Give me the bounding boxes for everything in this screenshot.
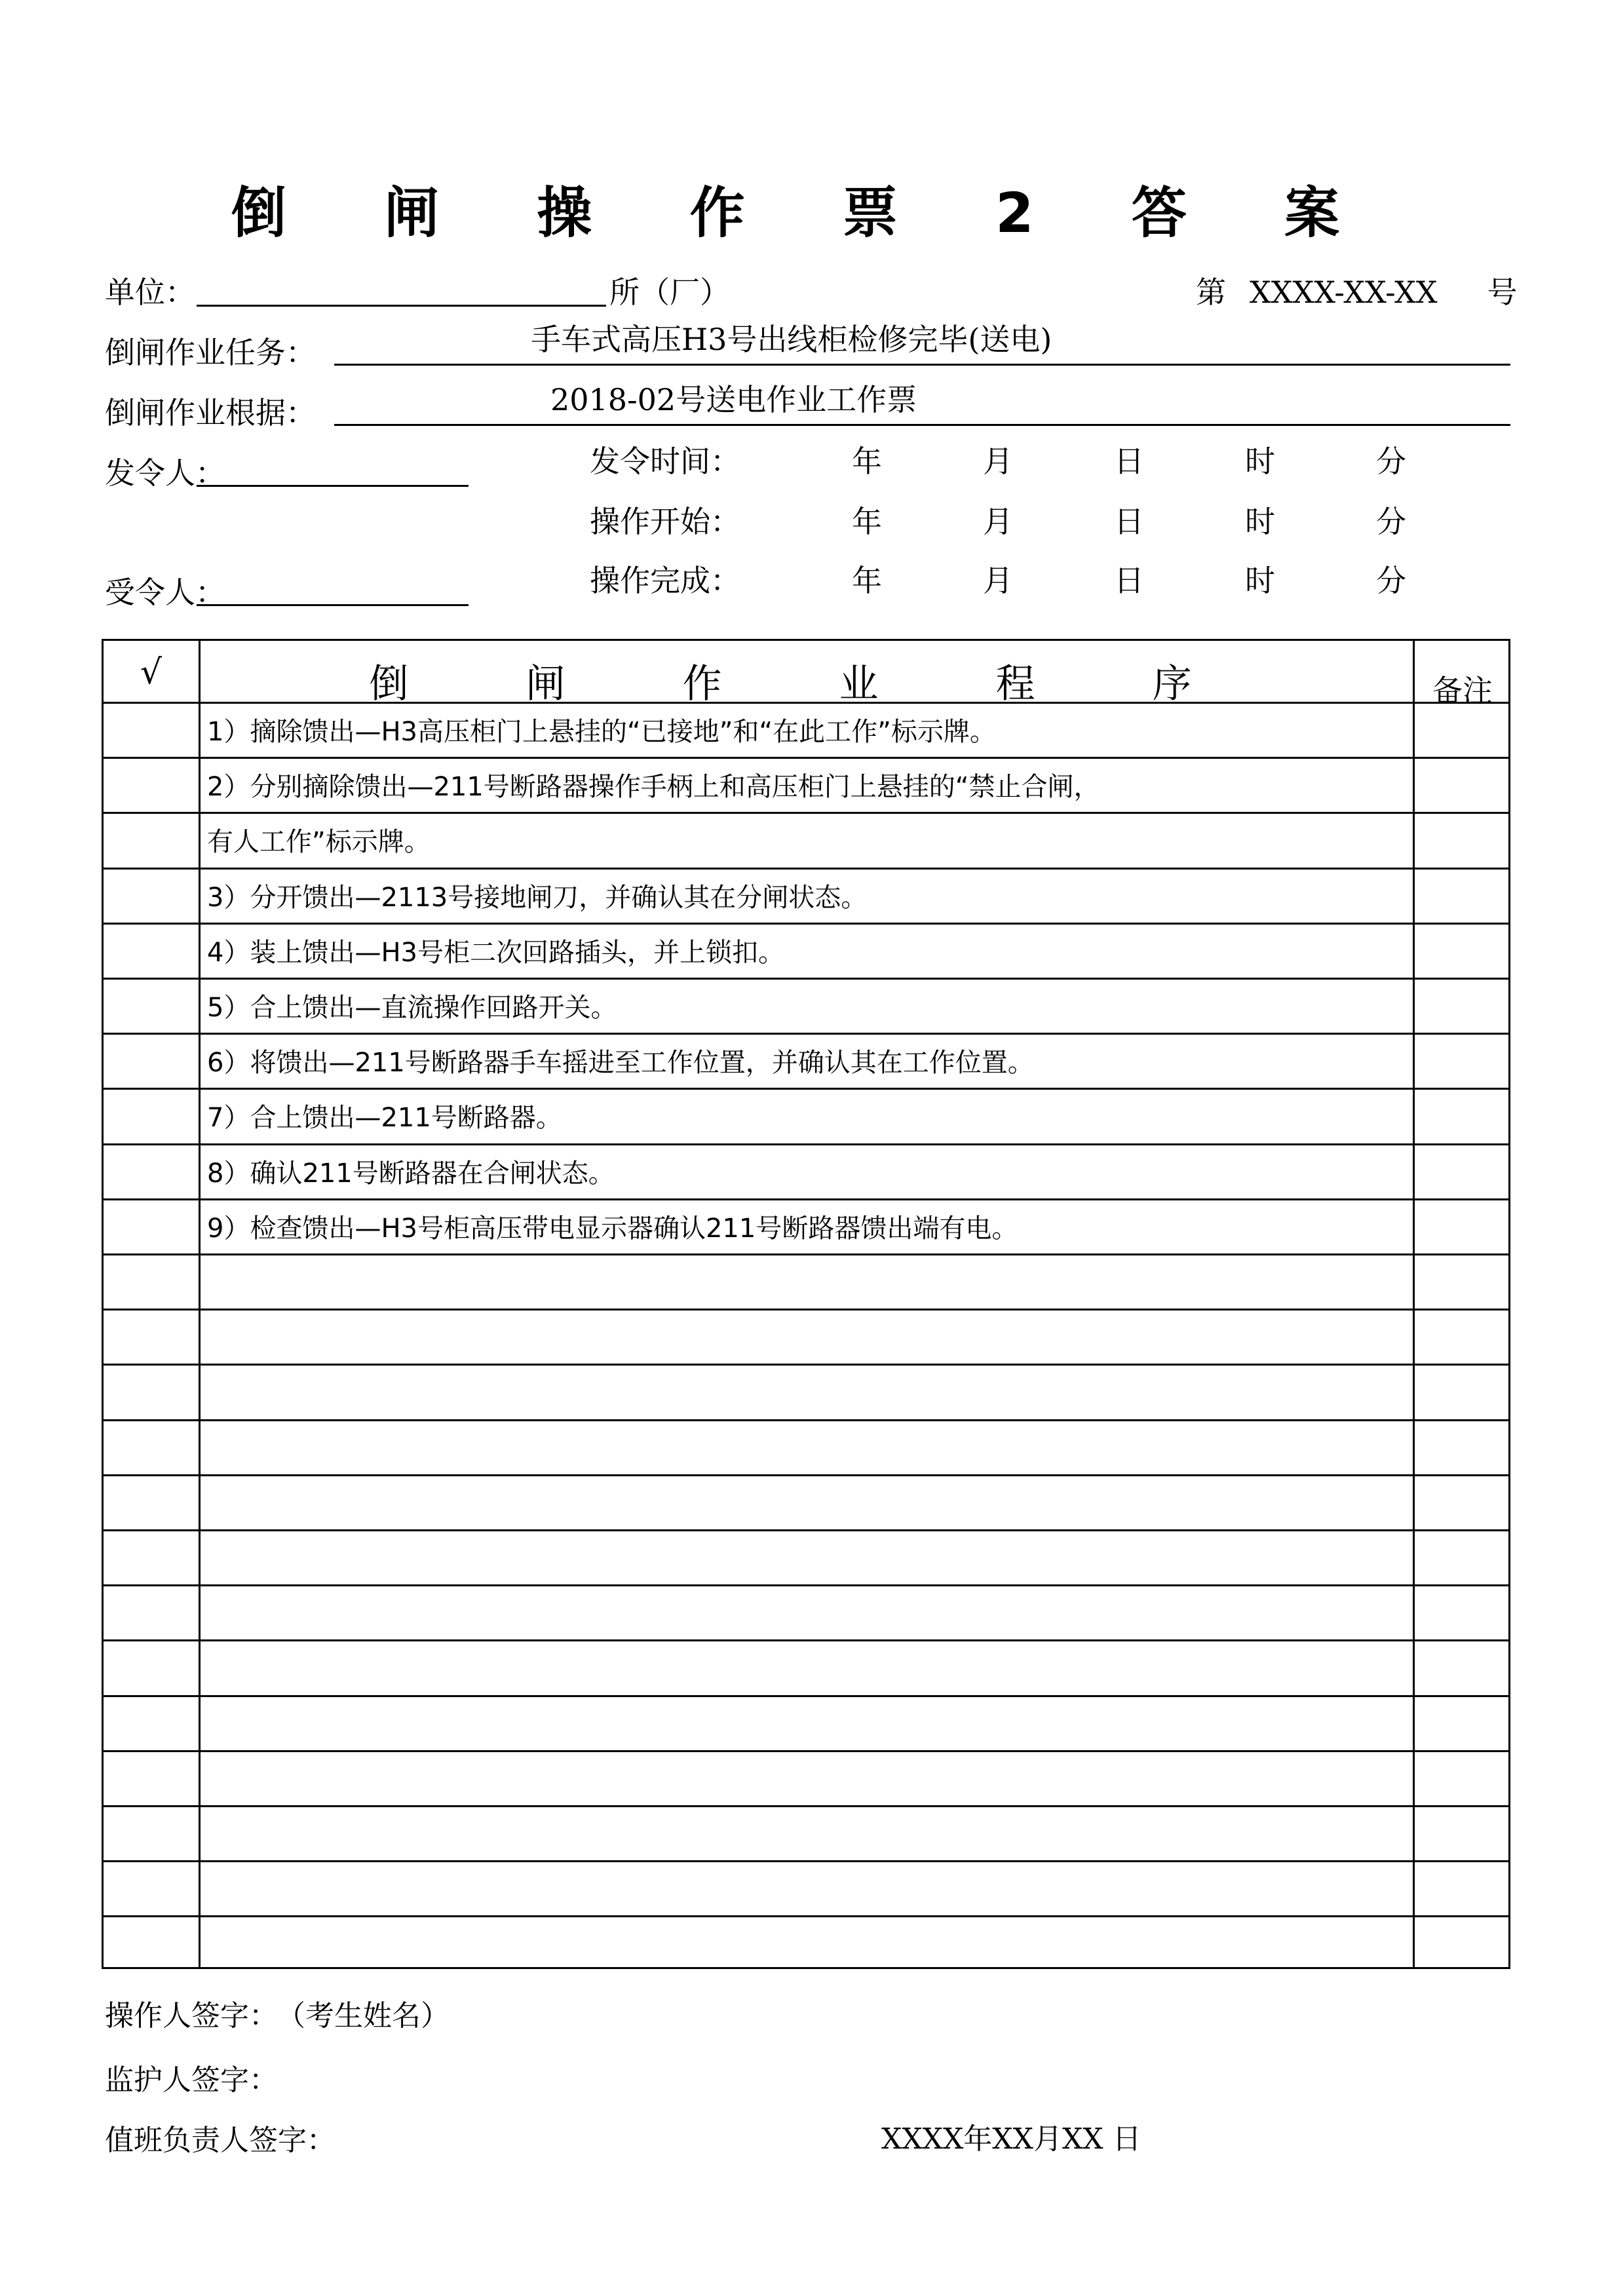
row-divider (104, 1143, 1508, 1145)
unit-hour: 时 (1245, 444, 1275, 479)
note-column-header: 备注 (1432, 673, 1493, 708)
unit-day: 日 (1114, 563, 1144, 598)
supervisor-label: 监护人签字： (105, 2063, 278, 2097)
procedure-step: 有人工作”标示牌。 (207, 827, 431, 858)
procedure-step: 5）合上馈出—直流操作回路开关。 (207, 993, 617, 1023)
row-divider (104, 868, 1508, 870)
unit-minute: 分 (1376, 563, 1406, 598)
unit-month: 月 (983, 504, 1013, 539)
operator-signature (105, 1992, 450, 2034)
procedure-step: 4）装上馈出—H3号柜二次回路插头，并上锁扣。 (207, 937, 784, 968)
start-time-row (590, 498, 1406, 541)
receiver-label: 受令人： (105, 575, 225, 610)
procedure-step: 3）分开馈出—2113号接地闸刀，并确认其在分闸状态。 (207, 882, 868, 913)
task-value[interactable]: 手车式高压H3号出线柜检修完毕(送电) (531, 322, 1052, 357)
row-divider (104, 1860, 1508, 1862)
ticket-no-suffix: 号 (1487, 275, 1518, 310)
basis-label: 倒闸作业根据： (105, 395, 316, 430)
row-divider (104, 812, 1508, 814)
sign-date[interactable]: XXXX年XX月XX 日 (881, 2122, 1141, 2156)
row-divider (104, 1088, 1508, 1090)
finish-time-row (590, 557, 1406, 600)
procedure-step: 8）确认211号断路器在合闸状态。 (207, 1158, 615, 1189)
unit-suffix: 所（厂） (609, 275, 730, 310)
unit-hour: 时 (1245, 504, 1275, 539)
column-divider (1413, 641, 1415, 1967)
row-divider (104, 1474, 1508, 1476)
basis-field-line (334, 424, 1510, 426)
procedure-step: 6）将馈出—211号断路器手车摇进至工作位置，并确认其在工作位置。 (207, 1048, 1034, 1079)
issuer-label: 发令人： (105, 455, 225, 491)
unit-hour: 时 (1245, 563, 1275, 598)
procedure-column-header: 倒 闸 作 业 程 序 (369, 661, 1244, 707)
operator-value[interactable]: （考生姓名） (291, 1999, 450, 2033)
row-divider (104, 1198, 1508, 1200)
procedure-step: 2）分别摘除馈出—211号断路器操作手柄上和高压柜门上悬挂的“禁止合闸， (207, 772, 1100, 803)
start-time-label: 操作开始： (590, 504, 740, 539)
unit-day: 日 (1114, 444, 1144, 479)
unit-minute: 分 (1376, 444, 1406, 479)
unit-year: 年 (852, 444, 882, 479)
row-divider (104, 923, 1508, 925)
unit-label: 单位： (105, 275, 195, 310)
duty-manager-label: 值班负责人签字： (105, 2124, 335, 2157)
row-divider (104, 1253, 1508, 1255)
check-column-header: √ (140, 653, 163, 692)
row-divider (104, 702, 1508, 704)
receiver-field[interactable] (197, 604, 469, 606)
row-divider (104, 978, 1508, 980)
row-divider (104, 1529, 1508, 1531)
row-divider (104, 1364, 1508, 1366)
procedure-step: 9）检查馈出—H3号柜高压带电显示器确认211号断路器馈出端有电。 (207, 1213, 1018, 1244)
row-divider (104, 1639, 1508, 1641)
finish-time-label: 操作完成： (590, 563, 740, 598)
ticket-no-prefix: 第 (1196, 275, 1226, 310)
operator-label: 操作人签字： (105, 1999, 278, 2033)
row-divider (104, 1419, 1508, 1421)
row-divider (104, 1309, 1508, 1311)
unit-month: 月 (983, 444, 1013, 479)
unit-field[interactable] (197, 305, 606, 307)
issuer-field[interactable] (197, 485, 469, 487)
row-divider (104, 1584, 1508, 1586)
procedure-table (102, 639, 1510, 1969)
unit-year: 年 (852, 504, 882, 539)
ticket-no-value: XXXX-XX-XX (1250, 275, 1438, 310)
column-divider (199, 641, 201, 1967)
page-title: 倒 闸 操 作 票 2 答 案 (231, 181, 1379, 245)
task-label: 倒闸作业任务： (105, 335, 316, 370)
basis-value[interactable]: 2018-02号送电作业工作票 (550, 382, 917, 417)
task-field-line (334, 364, 1510, 366)
unit-day: 日 (1114, 504, 1144, 539)
row-divider (104, 1750, 1508, 1752)
procedure-step: 7）合上馈出—211号断路器。 (207, 1103, 562, 1134)
issue-time-label: 发令时间： (590, 444, 740, 479)
ticket-number (1196, 269, 1541, 312)
row-divider (104, 1033, 1508, 1035)
row-divider (104, 1805, 1508, 1807)
issue-time-row (590, 438, 1406, 481)
unit-month: 月 (983, 563, 1013, 598)
unit-year: 年 (852, 563, 882, 598)
row-divider (104, 1695, 1508, 1697)
procedure-step: 1）摘除馈出—H3高压柜门上悬挂的“已接地”和“在此工作”标示牌。 (207, 717, 996, 747)
row-divider (104, 757, 1508, 759)
row-divider (104, 1915, 1508, 1917)
unit-minute: 分 (1376, 504, 1406, 539)
